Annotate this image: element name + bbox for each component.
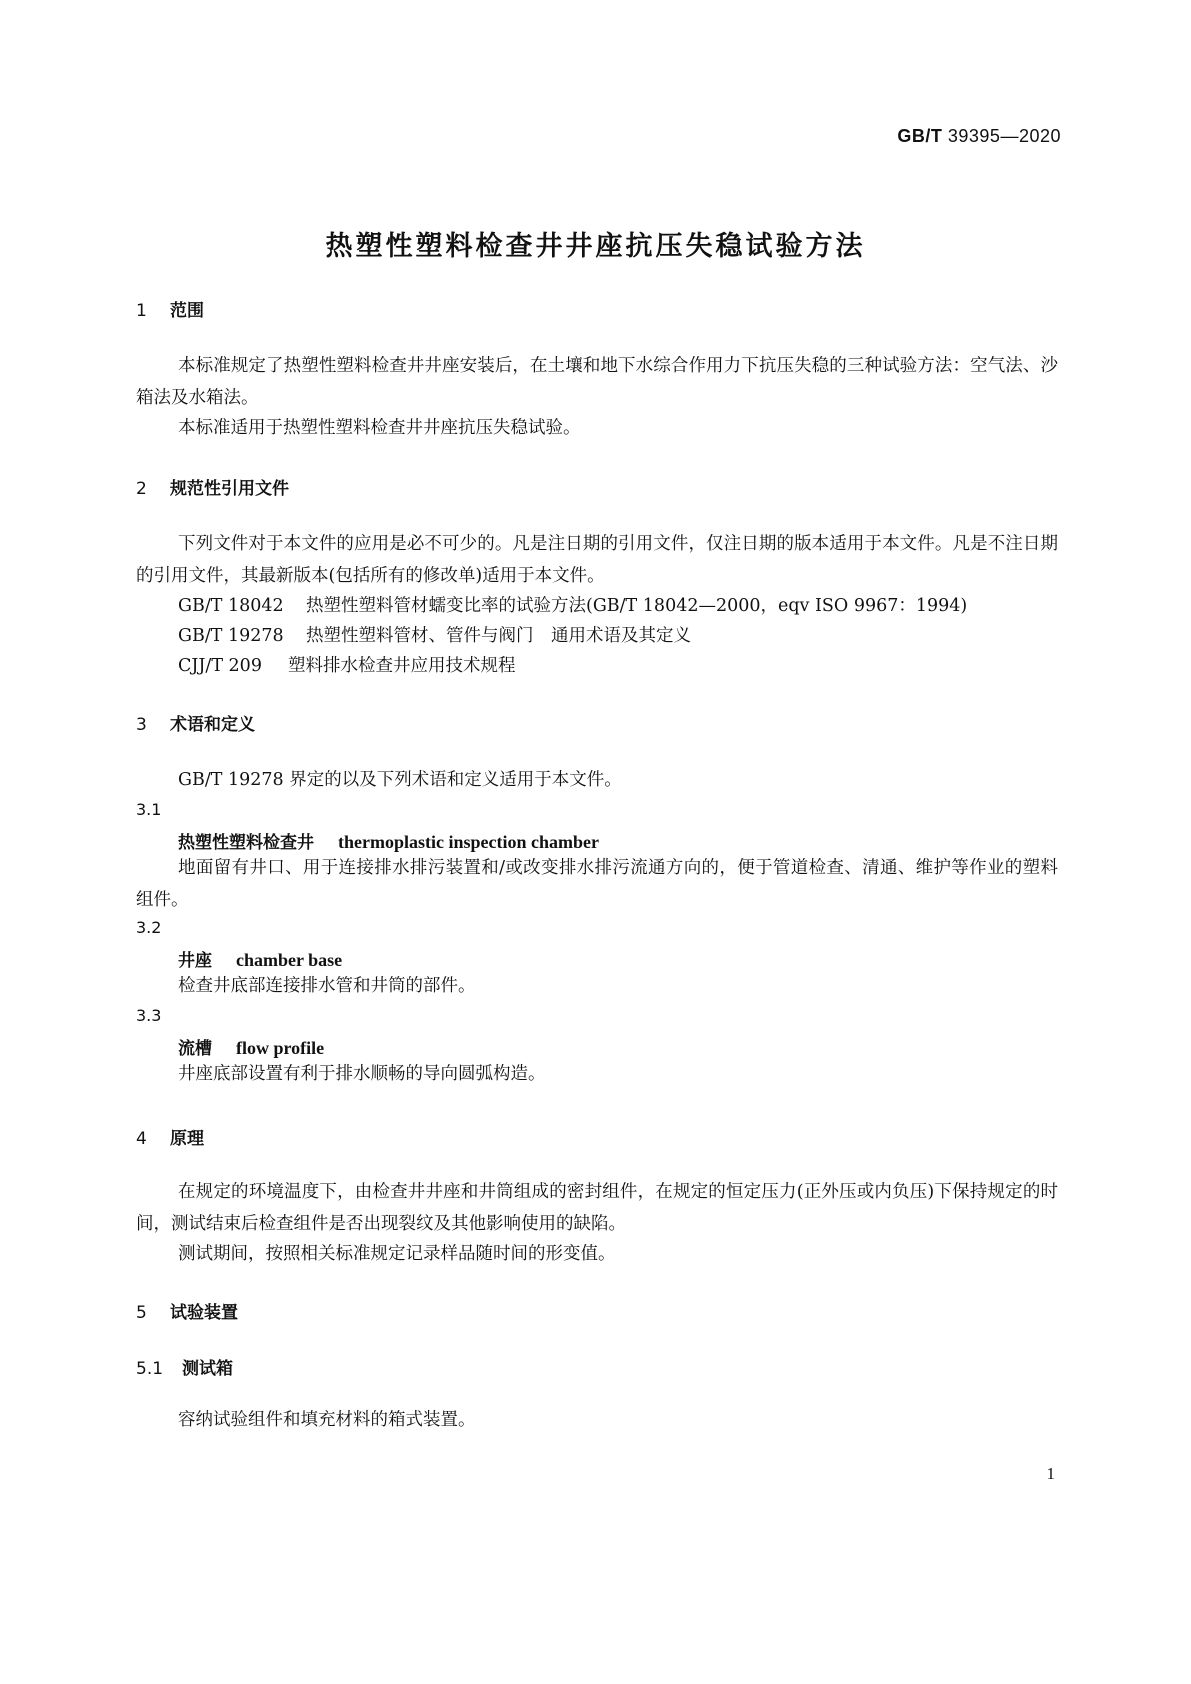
term-definition: 检查井底部连接排水管和井筒的部件。 bbox=[178, 976, 476, 996]
term-number: 3.2 bbox=[136, 918, 162, 937]
section-title: 规范性引用文件 bbox=[170, 479, 289, 499]
term-en: thermoplastic inspection chamber bbox=[338, 832, 599, 852]
section-number: 3 bbox=[136, 715, 147, 735]
page-number: 1 bbox=[1046, 1464, 1055, 1483]
term-zh: 井座 bbox=[178, 951, 212, 971]
section-number: 1 bbox=[136, 301, 147, 321]
term-heading bbox=[178, 946, 342, 971]
section-heading-4 bbox=[136, 1124, 204, 1149]
subsection-number: 5.1 bbox=[136, 1359, 164, 1379]
term-number: 3.3 bbox=[136, 1006, 162, 1025]
section-heading-1 bbox=[136, 296, 204, 321]
term-zh: 流槽 bbox=[178, 1039, 212, 1059]
paragraph: 本标准规定了热塑性塑料检查井井座安装后，在土壤和地下水综合作用力下抗压失稳的三种试验方法：空气法、沙箱法及水箱法。 bbox=[136, 356, 1058, 408]
paragraph: 容纳试验组件和填充材料的箱式装置。 bbox=[178, 1410, 476, 1430]
reference-code: CJJ/T 209 bbox=[178, 656, 262, 676]
section-number: 2 bbox=[136, 479, 147, 499]
standard-number: 39395—2020 bbox=[947, 126, 1061, 146]
term-definition: 地面留有井口、用于连接排水排污装置和/或改变排水排污流通方向的，便于管道检查、清通、维护等作业的塑料组件。 bbox=[136, 858, 1058, 910]
standard-prefix: GB/T bbox=[897, 126, 943, 146]
term-number: 3.1 bbox=[136, 800, 162, 819]
term-heading bbox=[178, 828, 599, 853]
reference-text: 热塑性塑料管材、管件与阀门 通用术语及其定义 bbox=[306, 626, 691, 646]
document-title: 热塑性塑料检查井井座抗压失稳试验方法 bbox=[325, 231, 866, 262]
reference-item bbox=[136, 620, 1058, 652]
paragraph: 在规定的环境温度下，由检查井井座和井筒组成的密封组件，在规定的恒定压力(正外压或内负压)下保持规定的时间，测试结束后检查组件是否出现裂纹及其他影响使用的缺陷。 bbox=[136, 1182, 1058, 1234]
section-title: 原理 bbox=[170, 1129, 204, 1149]
section-heading-5 bbox=[136, 1298, 238, 1323]
paragraph: 测试期间，按照相关标准规定记录样品随时间的形变值。 bbox=[178, 1244, 616, 1264]
section-heading-3 bbox=[136, 710, 255, 735]
subsection-heading-5-1 bbox=[136, 1354, 233, 1379]
standard-code bbox=[897, 126, 1061, 147]
section-number: 5 bbox=[136, 1303, 147, 1323]
term-en: chamber base bbox=[236, 950, 343, 970]
reference-item bbox=[136, 590, 1058, 622]
term-heading bbox=[178, 1034, 324, 1059]
term-en: flow profile bbox=[236, 1038, 325, 1058]
subsection-title: 测试箱 bbox=[182, 1359, 233, 1379]
reference-code: GB/T 19278 bbox=[178, 626, 284, 646]
term-definition: 井座底部设置有利于排水顺畅的导向圆弧构造。 bbox=[178, 1064, 546, 1084]
reference-text: 塑料排水检查井应用技术规程 bbox=[288, 656, 516, 676]
section-title: 术语和定义 bbox=[170, 715, 255, 735]
paragraph: 本标准适用于热塑性塑料检查井井座抗压失稳试验。 bbox=[178, 418, 581, 438]
section-number: 4 bbox=[136, 1129, 147, 1149]
reference-item bbox=[136, 650, 1058, 682]
section-title: 范围 bbox=[170, 301, 204, 321]
term-zh: 热塑性塑料检查井 bbox=[178, 833, 314, 853]
section-title: 试验装置 bbox=[170, 1303, 238, 1323]
reference-text: 热塑性塑料管材蠕变比率的试验方法(GB/T 18042—2000，eqv ISO 9967：1994) bbox=[306, 596, 968, 616]
section-heading-2 bbox=[136, 474, 289, 499]
reference-code: GB/T 18042 bbox=[178, 596, 284, 616]
paragraph: GB/T 19278 界定的以及下列术语和定义适用于本文件。 bbox=[178, 770, 622, 790]
paragraph: 下列文件对于本文件的应用是必不可少的。凡是注日期的引用文件，仅注日期的版本适用于本文件。凡是不注日期的引用文件，其最新版本(包括所有的修改单)适用于本文件。 bbox=[136, 534, 1058, 586]
